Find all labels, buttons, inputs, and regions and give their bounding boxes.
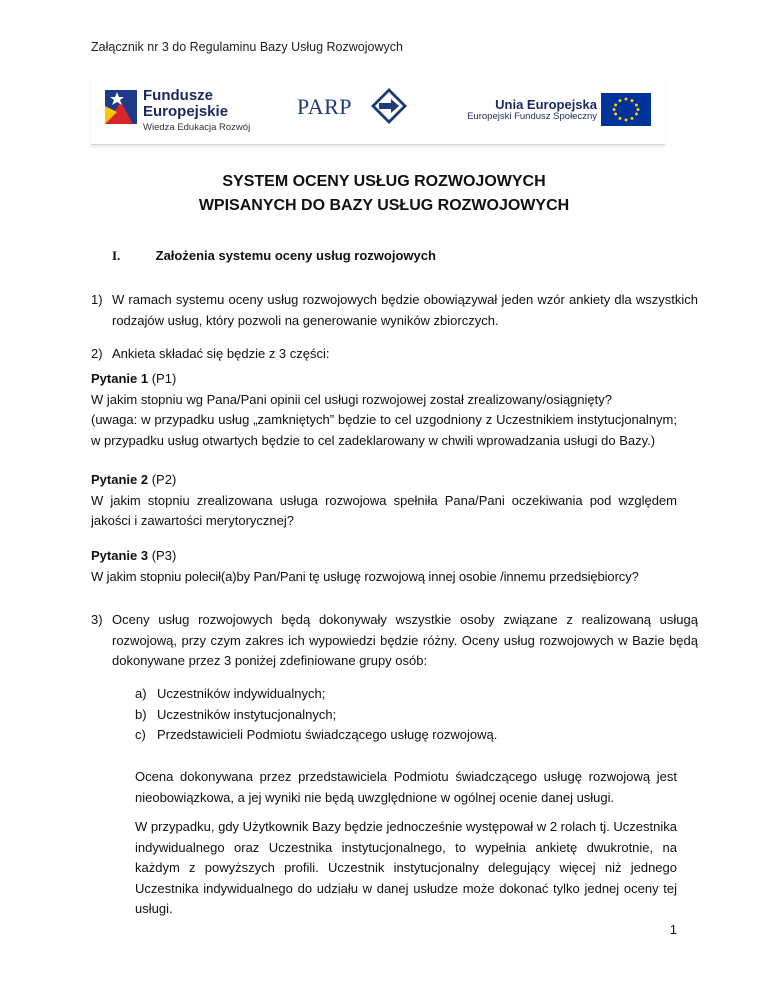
point-3	[91, 610, 698, 672]
eu-flag-icon	[601, 93, 651, 126]
title-line-2: WPISANYCH DO BAZY USŁUG ROZWOJOWYCH	[198, 197, 570, 214]
page-number: 1	[669, 922, 677, 937]
list-item-marker: c)	[135, 727, 146, 742]
point-2	[91, 344, 677, 365]
point-1	[91, 290, 698, 331]
question-2-code: (P2)	[151, 472, 177, 487]
list-item-marker: a)	[135, 686, 147, 701]
section-title: Założenia systemu oceny usług rozwojowych	[155, 248, 436, 263]
parp-logo-text: PARP	[297, 94, 353, 119]
question-3-text: W jakim stopniu polecił(a)by Pan/Pani tę usługę rozwojową innej osobie /innemu przedsiębiorcy?	[91, 568, 639, 584]
fe-name-line2: Europejskie	[143, 102, 229, 120]
point-3-number: 3)	[91, 612, 103, 627]
list-item-text: Przedstawicieli Podmiotu świadczącego usługę rozwojową.	[157, 727, 498, 742]
point-2-number: 2)	[91, 346, 103, 361]
section-number: I.	[112, 248, 121, 263]
list-item	[135, 705, 497, 726]
logo-band	[91, 78, 665, 145]
fundusze-europejskie-logo-icon	[103, 84, 139, 128]
fe-name-line1: Fundusze	[143, 87, 213, 104]
question-3	[91, 546, 677, 587]
list-item-text: Uczestników indywidualnych;	[157, 686, 326, 701]
question-1	[91, 369, 677, 451]
question-2	[91, 470, 677, 532]
ue-subtitle: Europejski Fundusz Społeczny	[467, 111, 597, 123]
unia-europejska-text	[457, 98, 597, 123]
list-item	[135, 725, 497, 746]
point-2-text: Ankieta składać się będzie z 3 części:	[112, 346, 330, 361]
section-heading	[112, 248, 436, 264]
list-item-text: Uczestników instytucjonalnych;	[157, 706, 337, 722]
fe-subtitle: Wiedza Edukacja Rozwój	[143, 121, 251, 133]
document-title	[91, 170, 677, 218]
groups-list	[135, 684, 497, 746]
question-1-code: (P1)	[151, 371, 177, 386]
point-1-number: 1)	[91, 292, 103, 307]
point-3-text: Oceny usług rozwojowych będą dokonywały wszystkie osoby związane z realizowaną usługą rozwojową, przy czym zakres ich wypowiedzi będzie różny. Oceny usług rozwojowych w Bazie będą dokonywane przez 3 poniżej zdefiniowane grupy osób:	[112, 612, 698, 668]
fundusze-europejskie-text	[143, 88, 250, 132]
title-line-1: SYSTEM OCENY USŁUG ROZWOJOWYCH	[222, 173, 546, 190]
question-1-note: (uwaga: w przypadku usług „zamkniętych” będzie to cel uzgodniony z Uczestnikiem instytucjonalnym; w przypadku usług otwartych będzie to cel zadeklarowany w chwili wprowadzania usługi do Bazy.)	[91, 412, 677, 448]
question-2-label: Pytanie 2	[91, 472, 149, 487]
note-paragraph-2: W przypadku, gdy Użytkownik Bazy będzie jednocześnie występował w 2 rolach tj. Uczestnika indywidualnego oraz Uczestnika instytucjonalnego, to wypełnia ankietę dwukrotnie, na każdym z powyższych profili. Uczestnik instytucjonalny delegujący więcej niż jednego Uczestnika indywidualnego do udziału w danej usłudze może dokonać tylko jednej oceny tej usługi.	[135, 819, 677, 916]
document-header-note: Załącznik nr 3 do Regulaminu Bazy Usług Rozwojowych	[91, 40, 403, 54]
question-2-text: W jakim stopniu zrealizowana usługa rozwojowa spełniła Pana/Pani oczekiwania pod względem jakości i zawartości merytorycznej?	[91, 492, 677, 528]
note-paragraph-1: Ocena dokonywana przez przedstawiciela Podmiotu świadczącego usługę rozwojową jest nieobowiązkowa, a jej wyniki nie będą uwzględnione w ogólnej ocenie danej usługi.	[135, 769, 677, 805]
question-3-code: (P3)	[151, 548, 177, 563]
question-3-label: Pytanie 3	[91, 548, 149, 563]
list-item	[135, 684, 497, 705]
question-1-label: Pytanie 1	[91, 371, 149, 386]
point-1-text: W ramach systemu oceny usług rozwojowych będzie obowiązywał jeden wzór ankiety dla wszystkich rodzajów usług, który pozwoli na generowanie wyników zbiorczych.	[112, 292, 698, 328]
ue-name: Unia Europejska	[495, 97, 597, 112]
parp-arrows-icon	[371, 88, 407, 124]
question-1-text: W jakim stopniu wg Pana/Pani opinii cel usługi rozwojowej został zrealizowany/osiągnięty?	[91, 391, 612, 407]
list-item-marker: b)	[135, 706, 147, 722]
